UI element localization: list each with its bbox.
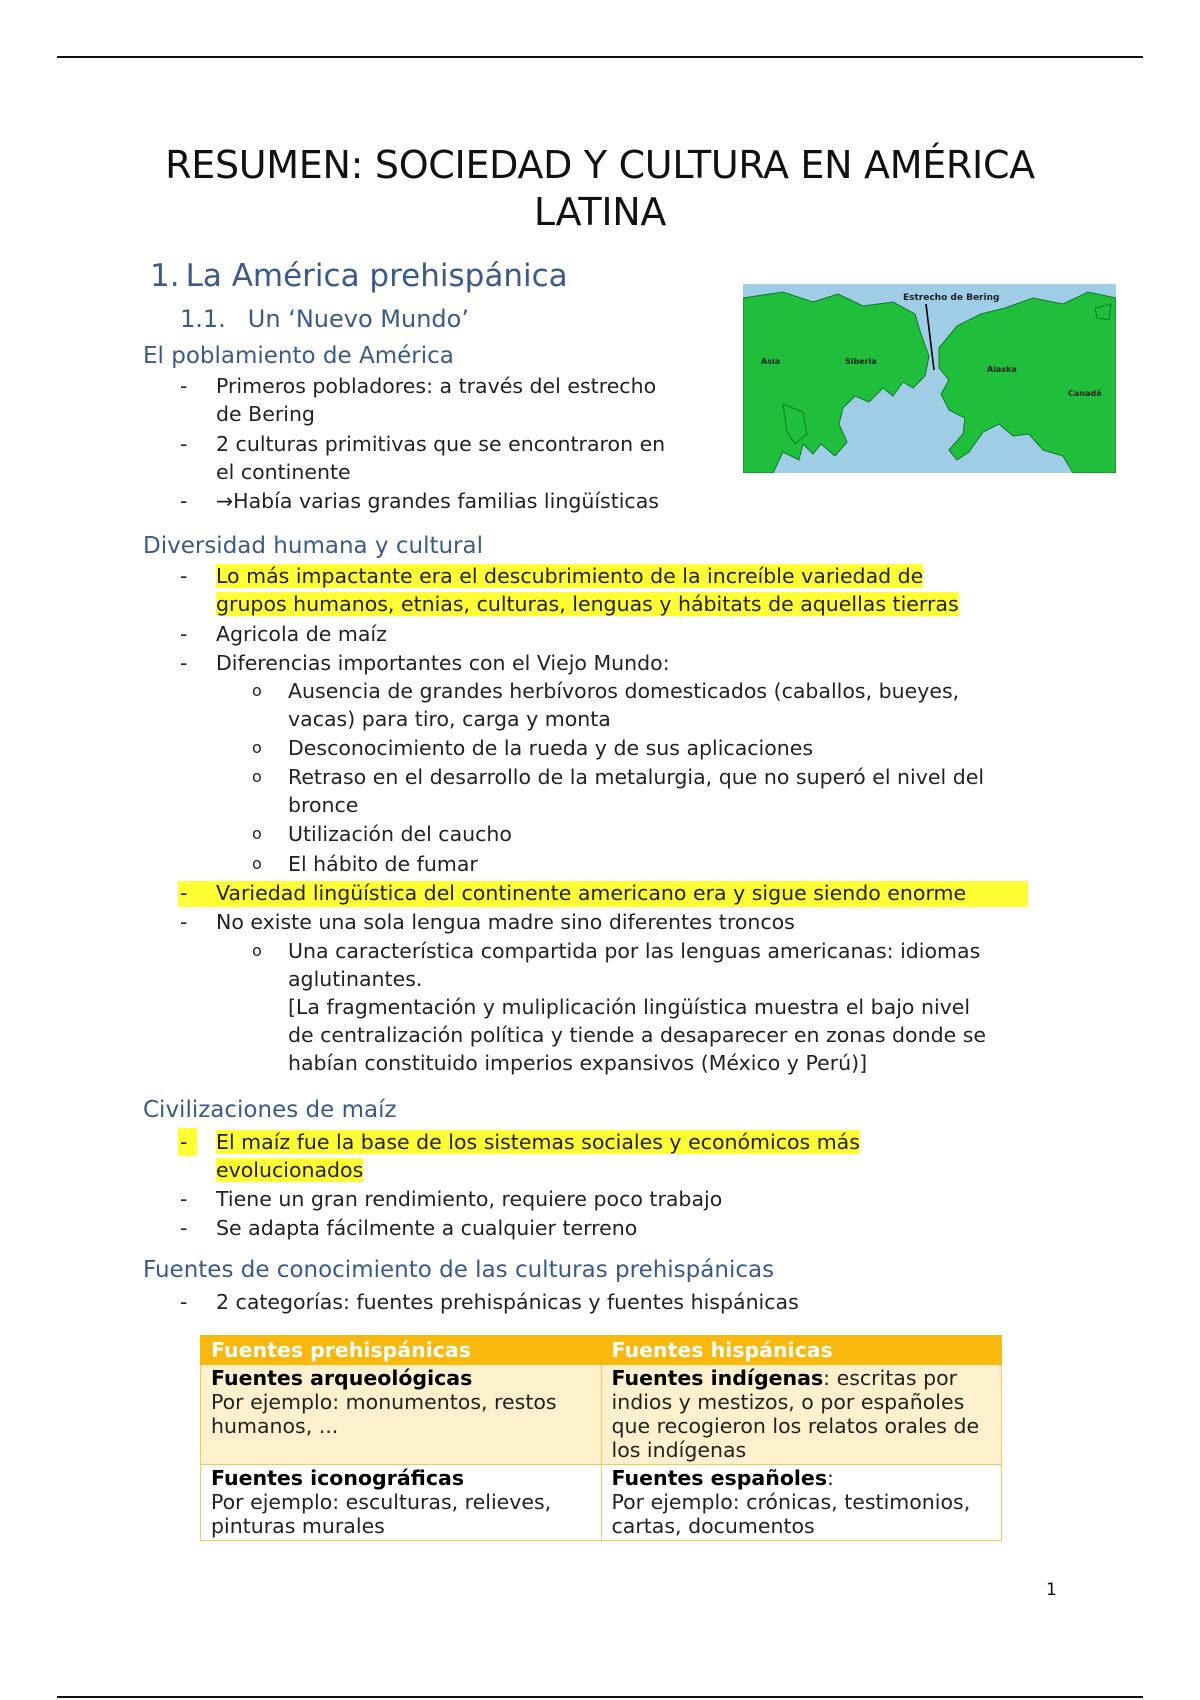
list-item-line: [La fragmentación y muliplicación lingüística muestra el bajo nivel: [288, 995, 971, 1019]
cell-bold-term: Fuentes arqueológicas: [211, 1366, 473, 1390]
bullet-dash: -: [180, 1290, 188, 1314]
bering-strait-map: [743, 284, 1116, 473]
list-item-line: 2 categorías: fuentes prehispánicas y fuentes hispánicas: [216, 1290, 799, 1314]
bullet-dash: -: [180, 432, 188, 456]
cell-text: :: [827, 1466, 834, 1490]
table-cell: [601, 1465, 1002, 1541]
page-title: [100, 142, 1100, 236]
map-label-alaska: Alaska: [987, 365, 1017, 374]
list-item-line: El hábito de fumar: [288, 852, 478, 876]
sub-list-item: [252, 850, 478, 878]
list-item-highlighted: [180, 562, 959, 618]
table-row: [201, 1365, 1002, 1465]
highlighted-text: grupos humanos, etnias, culturas, lenguas y hábitats de aquellas tierras: [216, 592, 959, 616]
heading-fuentes: Fuentes de conocimiento de las culturas prehispánicas: [143, 1257, 775, 1283]
heading-2-number: 1.1.: [180, 305, 226, 333]
bullet-circle: o: [252, 738, 262, 757]
list-item: [180, 430, 666, 486]
bullet-dash: -: [180, 881, 188, 905]
table-header-row: [201, 1336, 1002, 1365]
list-item-line: bronce: [288, 793, 359, 817]
bottom-rule: [57, 1696, 1143, 1698]
cell-bold-term: Fuentes españoles: [611, 1466, 828, 1490]
map-label-canada: Canadá: [1068, 389, 1102, 398]
bullet-dash: -: [180, 374, 188, 398]
list-item: [180, 487, 659, 515]
sub-list-item: [252, 937, 987, 1077]
list-item: [180, 1288, 799, 1316]
sub-list-item: [252, 820, 512, 848]
heading-diversidad: Diversidad humana y cultural: [143, 533, 484, 559]
list-item-line: 2 culturas primitivas que se encontraron en: [216, 432, 666, 456]
heading-2-label: Un ‘Nuevo Mundo’: [247, 305, 469, 333]
cell-bold-term: Fuentes indígenas: [611, 1366, 824, 1390]
list-item-line: Diferencias importantes con el Viejo Mundo:: [216, 651, 670, 675]
bullet-circle: o: [252, 824, 262, 843]
list-item-line: Agricola de maíz: [216, 622, 387, 646]
cell-text: Por ejemplo: crónicas, testimonios, cartas, documentos: [611, 1490, 971, 1538]
list-item-line: vacas) para tiro, carga y monta: [288, 707, 611, 731]
bullet-dash: -: [180, 1216, 188, 1240]
sources-table: [200, 1335, 1002, 1541]
table-cell: [201, 1465, 602, 1541]
highlighted-text: evolucionados: [216, 1158, 364, 1182]
bullet-dash: -: [180, 910, 188, 934]
list-item-highlighted: [180, 1128, 860, 1184]
list-item-line: Una característica compartida por las lenguas americanas: idiomas: [288, 939, 981, 963]
list-item: [180, 649, 670, 677]
list-item-line: Tiene un gran rendimiento, requiere poco trabajo: [216, 1187, 723, 1211]
highlighted-text: El maíz fue la base de los sistemas sociales y económicos más: [216, 1130, 860, 1154]
highlighted-text: Variedad lingüística del continente americano era y sigue siendo enorme: [216, 881, 967, 905]
highlighted-text: Lo más impactante era el descubrimiento de la increíble variedad de: [216, 564, 924, 588]
list-item-line: No existe una sola lengua madre sino diferentes troncos: [216, 910, 795, 934]
list-item-line: Desconocimiento de la rueda y de sus aplicaciones: [288, 736, 814, 760]
table-header-hispanic: Fuentes hispánicas: [601, 1336, 1002, 1365]
list-item-line: Primeros pobladores: a través del estrecho: [216, 374, 657, 398]
table-header-prehispanic: Fuentes prehispánicas: [201, 1336, 602, 1365]
bullet-circle: o: [252, 767, 262, 786]
bullet-dash: -: [180, 651, 188, 675]
list-item-line: Se adapta fácilmente a cualquier terreno: [216, 1216, 638, 1240]
list-item-line: →Había varias grandes familias lingüísticas: [216, 489, 659, 513]
list-item-line: el continente: [216, 460, 351, 484]
heading-1-label: La América prehispánica: [185, 258, 568, 294]
bullet-dash: -: [180, 489, 188, 513]
list-item: [180, 1214, 638, 1242]
bullet-circle: o: [252, 854, 262, 873]
heading-1-number: 1.: [150, 258, 180, 294]
list-item: [180, 908, 795, 936]
list-item-highlighted: [180, 879, 967, 907]
list-item: [180, 1185, 723, 1213]
title-line-2: LATINA: [533, 190, 667, 234]
heading-1: [150, 258, 568, 294]
bullet-circle: o: [252, 941, 262, 960]
list-item-line: habían constituido imperios expansivos (México y Perú)]: [288, 1051, 868, 1075]
map-label-strait: Estrecho de Bering: [903, 293, 1000, 303]
map-label-siberia: Siberia: [845, 357, 877, 366]
sub-list-item: [252, 677, 960, 733]
cell-text: Por ejemplo: esculturas, relieves, pinturas murales: [211, 1490, 552, 1538]
list-item-line: de Bering: [216, 402, 315, 426]
heading-maiz: Civilizaciones de maíz: [143, 1097, 397, 1123]
table-row: [201, 1465, 1002, 1541]
list-item-line: Utilización del caucho: [288, 822, 512, 846]
list-item-line: de centralización política y tiende a desaparecer en zonas donde se: [288, 1023, 987, 1047]
cell-bold-term: Fuentes iconográficas: [211, 1466, 465, 1490]
list-item-line: Retraso en el desarrollo de la metalurgia, que no superó el nivel del: [288, 765, 985, 789]
list-item-line: aglutinantes.: [288, 967, 423, 991]
table-cell: [601, 1365, 1002, 1465]
bullet-dash: -: [180, 1187, 188, 1211]
page-number: 1: [1046, 1580, 1057, 1600]
bullet-dash: -: [180, 622, 188, 646]
list-item: [180, 620, 387, 648]
heading-2: [180, 305, 469, 333]
table-cell: [201, 1365, 602, 1465]
cell-text: Por ejemplo: monumentos, restos humanos, ...: [211, 1390, 557, 1438]
sub-list-item: [252, 763, 985, 819]
bullet-dash: -: [180, 564, 188, 588]
bullet-dash: -: [178, 1128, 197, 1156]
bullet-circle: o: [252, 681, 262, 700]
cell-text: : escritas por indios y mestizos, o por españoles que recogieron los relatos orales de los indígenas: [611, 1366, 980, 1462]
sub-list-item: [252, 734, 814, 762]
heading-poblamiento: El poblamiento de América: [143, 343, 454, 369]
title-line-1: RESUMEN: SOCIEDAD Y CULTURA EN AMÉRICA: [165, 143, 1035, 187]
list-item: [180, 372, 657, 428]
list-item-line: Ausencia de grandes herbívoros domesticados (caballos, bueyes,: [288, 679, 960, 703]
map-label-asia: Asia: [761, 357, 781, 366]
top-rule: [57, 56, 1143, 58]
